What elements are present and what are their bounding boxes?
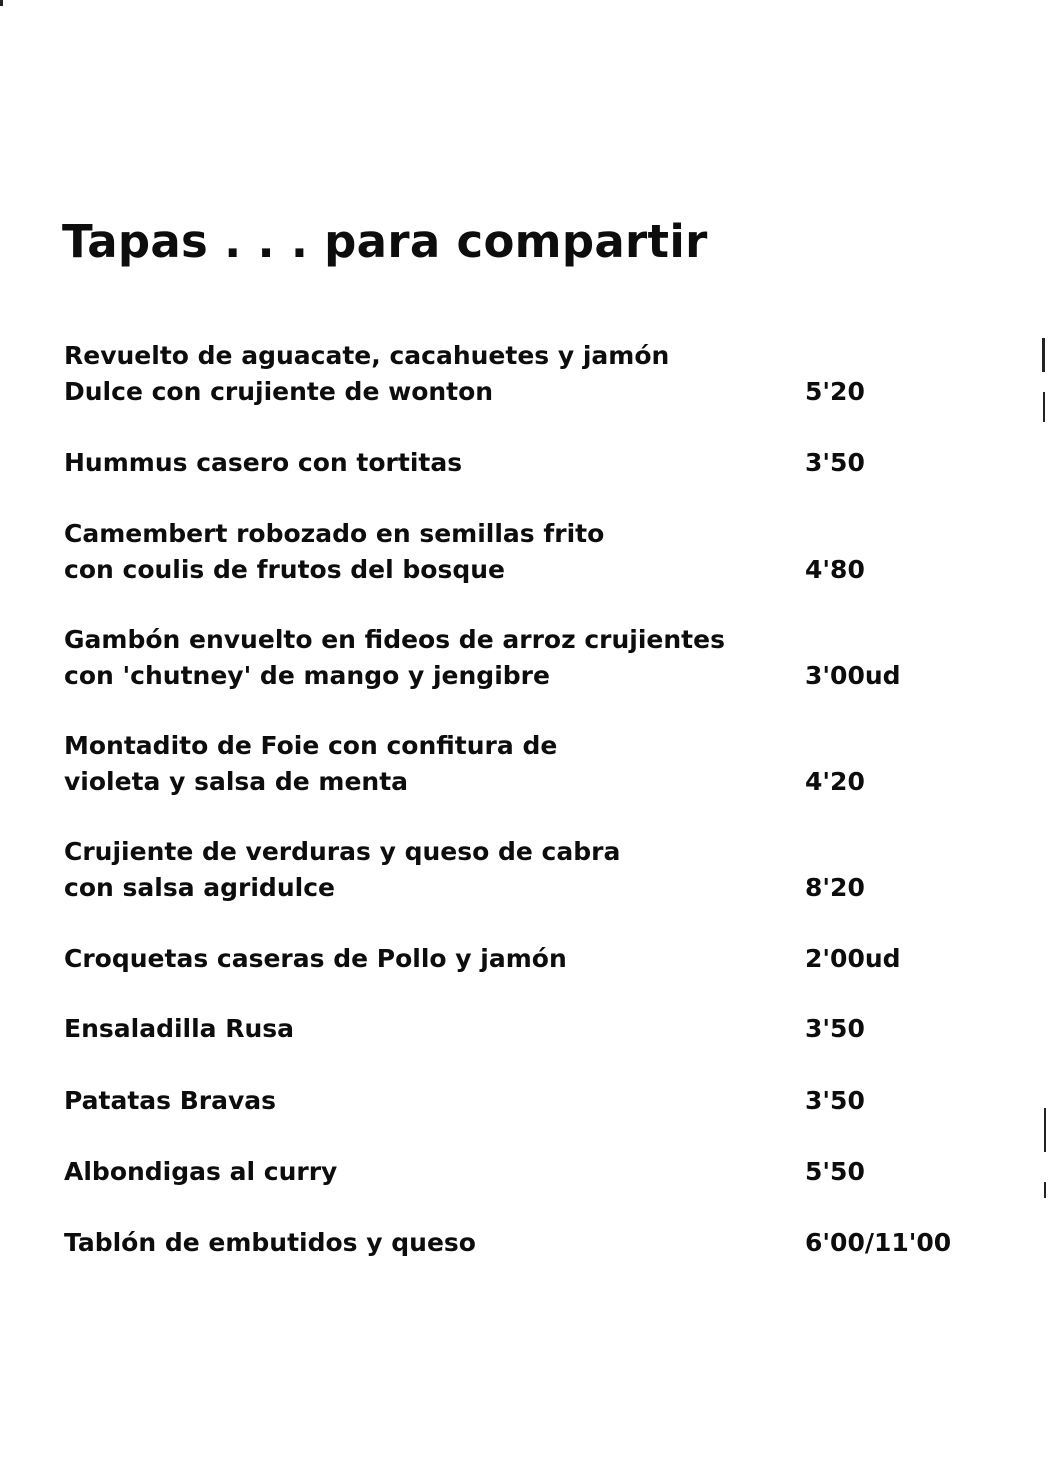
item-name-line: Montadito de Foie con confitura de [64,731,558,760]
item-name [64,622,784,693]
menu-item [64,516,964,587]
item-name [64,728,784,799]
item-price: 4'20 [805,766,865,796]
scan-mark [1044,1108,1046,1152]
item-price: 3'50 [805,448,865,477]
item-price: 4'80 [805,554,865,584]
item-name-line: Revuelto de aguacate, cacahuetes y jamón [64,341,670,370]
item-name-line: Dulce con crujiente de wonton [64,376,494,406]
item-price: 3'50 [805,1086,865,1115]
item-name-line: Crujiente de verduras y queso de cabra [64,837,621,866]
menu-item [64,1154,964,1190]
item-name-line: Hummus casero con tortitas [64,448,463,477]
item-name [64,1083,784,1119]
item-name-line: Patatas Bravas [64,1086,277,1115]
menu-item [64,941,964,977]
item-name [64,516,784,587]
menu-title: Tapas . . . para compartir [62,215,708,268]
item-name-line: Albondigas al curry [64,1157,338,1186]
item-name [64,941,784,977]
menu-item [64,834,964,905]
scan-mark [0,0,3,6]
item-price: 6'00/11'00 [805,1228,952,1257]
menu-item [64,1083,964,1119]
item-name-line: Gambón envuelto en fideos de arroz crujientes [64,625,725,654]
item-name-line: con salsa agridulce [64,872,335,902]
item-price: 5'50 [805,1157,865,1186]
menu-item [64,445,964,481]
item-name [64,1011,784,1047]
item-name-line: Camembert robozado en semillas frito [64,519,605,548]
scan-mark [1043,392,1045,422]
scan-mark [1044,1182,1046,1198]
scan-mark [1042,338,1045,372]
menu-item [64,1225,964,1261]
item-price: 2'00ud [805,944,901,973]
item-name-line: Croquetas caseras de Pollo y jamón [64,944,567,973]
menu-item [64,1011,964,1047]
menu-item [64,728,964,799]
item-name-line: Ensaladilla Rusa [64,1014,295,1043]
item-price: 3'50 [805,1014,865,1043]
item-name [64,834,784,905]
item-name-line: Tablón de embutidos y queso [64,1228,476,1257]
menu-item [64,622,964,693]
item-name-line: violeta y salsa de menta [64,766,409,796]
item-name-line: con 'chutney' de mango y jengibre [64,660,550,690]
item-name [64,338,784,409]
item-price: 8'20 [805,872,865,902]
item-name [64,1225,784,1261]
item-name [64,1154,784,1190]
item-name [64,445,784,481]
item-name-line: con coulis de frutos del bosque [64,554,506,584]
item-price: 5'20 [805,376,865,406]
item-price: 3'00ud [805,660,901,690]
menu-item [64,338,964,409]
